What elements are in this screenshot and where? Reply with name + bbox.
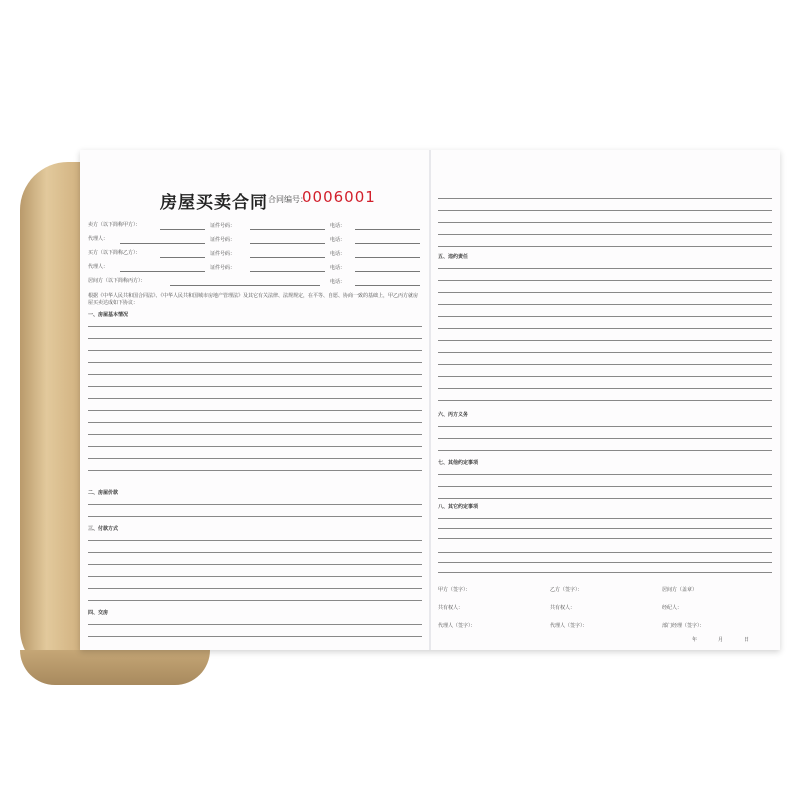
section-other-terms: 七、其他约定事项 — [438, 460, 479, 466]
contract-title: 房屋买卖合同 — [160, 193, 268, 213]
preamble: 根据《中华人民共和国合同法》、《中华人民共和国城市房地产管理法》及其它有关法律、法规规定，在平等、自愿、协商一致的基础上，甲乙丙方就房屋买卖达成如下协议： — [88, 293, 419, 306]
seller-agent-signature-label: 代理人（签字）： — [438, 623, 476, 629]
contract-number-label: 合同编号： — [268, 195, 308, 204]
contract-number: 0006001 — [302, 188, 376, 206]
section-handover: 四、交房 — [88, 610, 109, 616]
broker-label: 经纪人： — [662, 605, 683, 611]
intermediary-signature-label: 居间方（盖章） — [662, 587, 698, 593]
section-breach: 五、违约责任 — [438, 254, 469, 260]
seller-agent-label: 代理人： — [88, 236, 109, 242]
buyer-agent-id-label: 证件号码： — [210, 265, 236, 271]
seller-id-label: 证件号码： — [210, 223, 236, 229]
section-payment: 三、付款方式 — [88, 526, 119, 532]
contract-sheet — [80, 150, 780, 650]
date-year-label: 年 — [692, 637, 698, 643]
contract-right-page — [430, 150, 780, 650]
intermediary-phone-label: 电话： — [330, 279, 346, 285]
intermediary-label: 居间方（以下简称丙方）： — [88, 278, 146, 284]
seller-signature-label: 甲方（签字）： — [438, 587, 471, 593]
seller-phone-label: 电话： — [330, 223, 346, 229]
section-price: 二、房屋价款 — [88, 490, 119, 496]
section-house-info: 一、房屋基本情况 — [88, 312, 129, 318]
seller-row — [88, 222, 141, 229]
manager-signature-label: 部门经理（签字）： — [662, 623, 705, 629]
contract-left-page — [80, 150, 430, 650]
buyer-co-owner-label: 共有权人： — [550, 605, 576, 611]
section-extra-terms: 八、其它约定事项 — [438, 504, 479, 510]
buyer-row — [88, 250, 141, 257]
buyer-agent-phone-label: 电话： — [330, 265, 346, 271]
buyer-agent-label: 代理人： — [88, 264, 109, 270]
seller-agent-phone-label: 电话： — [330, 237, 346, 243]
buyer-signature-label: 乙方（签字）： — [550, 587, 583, 593]
section-intermediary-duty: 六、丙方义务 — [438, 412, 469, 418]
buyer-agent-signature-label: 代理人（签字）： — [550, 623, 588, 629]
buyer-id-label: 证件号码： — [210, 251, 236, 257]
intermediary-row — [88, 278, 146, 285]
buyer-phone-label: 电话： — [330, 251, 346, 257]
buyer-agent-row — [88, 264, 108, 271]
seller-co-owner-label: 共有权人： — [438, 605, 464, 611]
date-day-label: 日 — [744, 637, 750, 643]
seller-agent-id-label: 证件号码： — [210, 237, 236, 243]
date-month-label: 月 — [718, 637, 724, 643]
seller-agent-row — [88, 236, 108, 243]
seller-label: 卖方（以下简称甲方）： — [88, 222, 141, 228]
paper-roll-end — [20, 650, 210, 685]
buyer-label: 买方（以下简称乙方）： — [88, 250, 141, 256]
